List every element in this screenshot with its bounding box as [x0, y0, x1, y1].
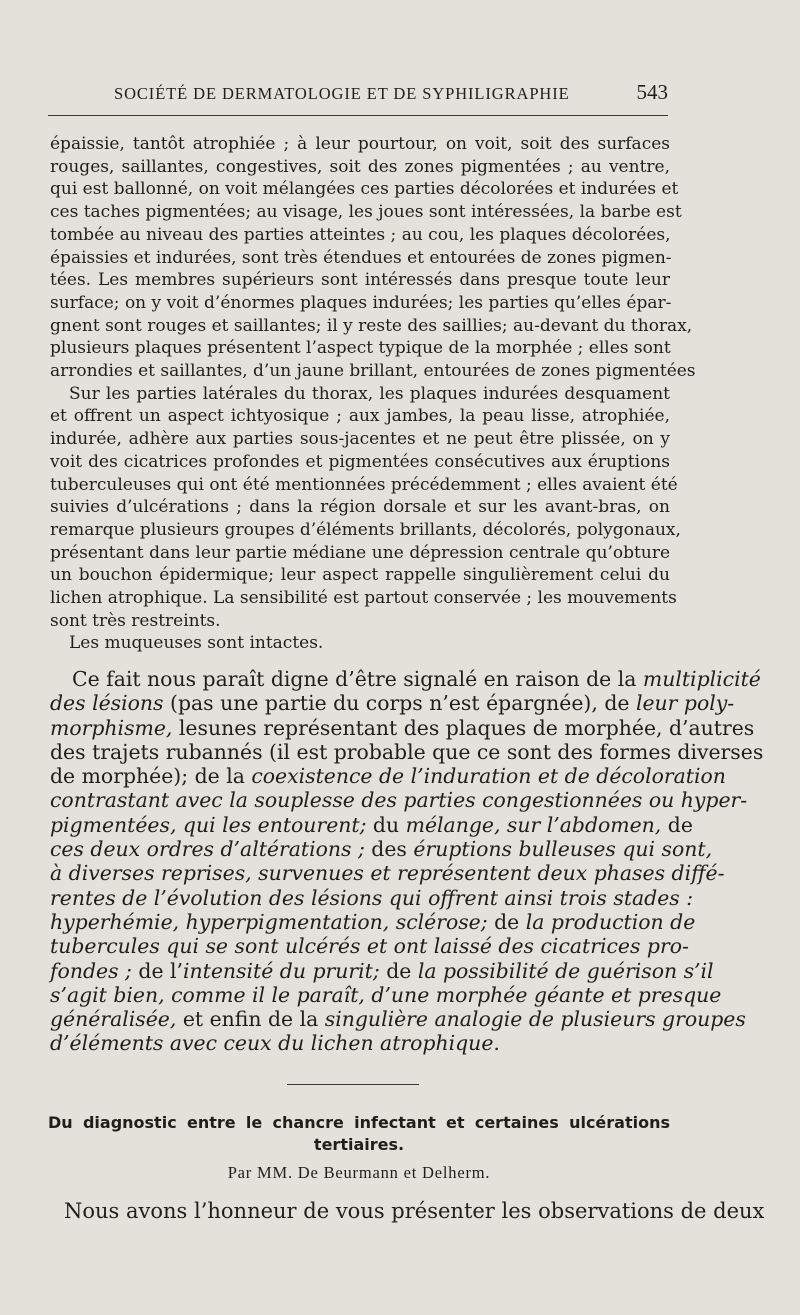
text-line: gnent sont rouges et saillantes; il y reste des saillies; au-devant du thorax, [50, 315, 693, 336]
emphasis-run: intensité du prurit; [183, 958, 380, 983]
text-run: des [364, 837, 414, 862]
text-line: sont très restreints. [50, 610, 221, 631]
emphasis-run: ces deux ordres d’altérations ; [50, 837, 365, 862]
text-line: tombée au niveau des parties atteintes ; au cou, les plaques décolorées, [50, 224, 671, 245]
text-line [50, 934, 689, 959]
emphasis-run: éruptions bulleuses qui sont, [413, 837, 713, 862]
emphasis-run: hyperhémie, hyperpigmentation, sclérose; [50, 909, 488, 934]
text-run: de morphée); de la [50, 764, 252, 789]
header-rule [48, 115, 668, 116]
text-line: présentant dans leur partie médiane une dépression centrale qu’obture [50, 542, 670, 563]
emphasis-run: la production de [525, 909, 696, 934]
text-run: de [661, 812, 693, 837]
text-line: tuberculeuses qui ont été mentionnées précédemment ; elles avaient été [50, 474, 678, 495]
text-line: arrondies et saillantes, d’un jaune brillant, entourées de zones pigmentées [50, 361, 696, 382]
emphasis-run: morphisme, [50, 715, 173, 740]
section-title [48, 1112, 670, 1156]
text-line: indurée, adhère aux parties sous-jacentes et ne peut être plissée, on y [50, 429, 670, 450]
emphasis-run: rentes de l’évolution des lésions qui offrent ainsi trois stades : [50, 885, 694, 910]
emphasis-run: généralisée, [50, 1007, 177, 1032]
running-title: SOCIÉTÉ DE DERMATOLOGIE ET DE SYPHILIGRAPHIE [114, 84, 570, 103]
emphasis-run: d’éléments avec ceux du lichen atrophique. [50, 1031, 500, 1056]
emphasis-run: la possibilité de guérison s’il [417, 958, 714, 983]
text-line: des trajets rubannés (il est probable que ce sont des formes diverses [50, 739, 764, 764]
emphasis-run: tubercules qui se sont ulcérés et ont laissé des cicatrices pro- [50, 934, 689, 959]
text-line: un bouchon épidermique; leur aspect rappelle singulièrement celui du [50, 565, 670, 586]
text-line [50, 715, 755, 740]
text-line: suivies d’ulcérations ; dans la région dorsale et sur les avant-bras, on [50, 497, 670, 518]
text-line [50, 667, 761, 691]
section-first-line: Nous avons l’honneur de vous présenter les observations de deux [64, 1199, 765, 1223]
text-line: épaissies et indurées, sont très étendues et entourées de zones pigmen- [50, 247, 672, 268]
text-run: de l’ [131, 958, 183, 983]
emphasis-run: coexistence de l’induration et de décoloration [251, 764, 726, 789]
case-description-paragraph [50, 133, 696, 655]
text-line: et offrent un aspect ichtyosique ; aux jambes, la peau lisse, atrophiée, [50, 406, 670, 427]
emphasis-run: fondes ; [50, 958, 132, 983]
text-line [50, 958, 714, 983]
text-line [50, 837, 713, 862]
section-title-line: Du diagnostic entre le chancre infectant et certaines ulcérations [48, 1113, 670, 1132]
emphasis-run: leur poly- [635, 691, 735, 716]
text-run: du [366, 812, 406, 837]
text-line: voit des cicatrices profondes et pigmentées consécutives aux éruptions [50, 451, 670, 472]
text-line: épaissie, tantôt atrophiée ; à leur pourtour, on voit, soit des surfaces [50, 134, 670, 154]
emphasis-run: à diverses reprises, survenues et représentent deux phases diffé- [50, 861, 725, 886]
text-line [50, 982, 722, 1007]
text-line: qui est ballonné, on voit mélangées ces parties décolorées et indurées et [50, 179, 679, 200]
text-line: surface; on y voit d’énormes plaques indurées; les parties qu’elles épar- [50, 292, 672, 313]
text-run: Ce fait nous paraît digne d’être signalé en raison de la [72, 667, 643, 691]
text-line [50, 788, 748, 813]
emphasis-run: pigmentées, qui les entourent; [50, 812, 367, 837]
text-line: remarque plusieurs groupes d’éléments brillants, décolorés, polygonaux, [50, 519, 681, 540]
text-line [50, 764, 726, 789]
text-run: de [379, 958, 418, 983]
conclusion-paragraph [50, 667, 764, 1056]
authors-byline: Par MM. De Beurmann et Delherm. [227, 1163, 491, 1182]
text-line: ces taches pigmentées; au visage, les joues sont intéressées, la barbe est [50, 202, 682, 223]
text-line [50, 812, 693, 837]
text-line [50, 1007, 746, 1032]
page-number: 543 [636, 80, 668, 104]
text-line [50, 1031, 670, 1055]
emphasis-run: mélange, sur l’abdomen, [405, 812, 662, 837]
text-run: de [487, 909, 526, 934]
text-run: et enfin de la [176, 1007, 325, 1032]
emphasis-run: s’agit bien, comme il le paraît, d’une morphée géante et presque [50, 982, 722, 1007]
text-line: Les muqueuses sont intactes. [69, 633, 324, 654]
emphasis-run: contrastant avec la souplesse des parties congestionnées ou hyper- [50, 788, 748, 813]
text-line [50, 861, 725, 886]
text-run: (pas une partie du corps n’est épargnée), de [163, 691, 636, 716]
section-title-line: tertiaires. [313, 1135, 405, 1154]
section-divider [287, 1084, 419, 1085]
emphasis-run: des lésions [50, 691, 164, 716]
text-line: Sur les parties latérales du thorax, les plaques indurées desquament [69, 383, 670, 404]
text-line [50, 691, 735, 716]
text-line: lichen atrophique. La sensibilité est partout conservée ; les mouvements [50, 588, 677, 609]
text-line: rouges, saillantes, congestives, soit des zones pigmentées ; au ventre, [50, 156, 670, 177]
text-line: tées. Les membres supérieurs sont intéressés dans presque toute leur [50, 270, 670, 291]
text-run: lesunes représentant des plaques de morphée, d’autres [172, 715, 755, 740]
text-line [50, 885, 694, 910]
emphasis-run: multiplicité [642, 667, 761, 691]
emphasis-run: singulière analogie de plusieurs groupes [324, 1007, 746, 1032]
text-line: plusieurs plaques présentent l’aspect typique de la morphée ; elles sont [50, 338, 671, 359]
text-line [50, 909, 696, 934]
